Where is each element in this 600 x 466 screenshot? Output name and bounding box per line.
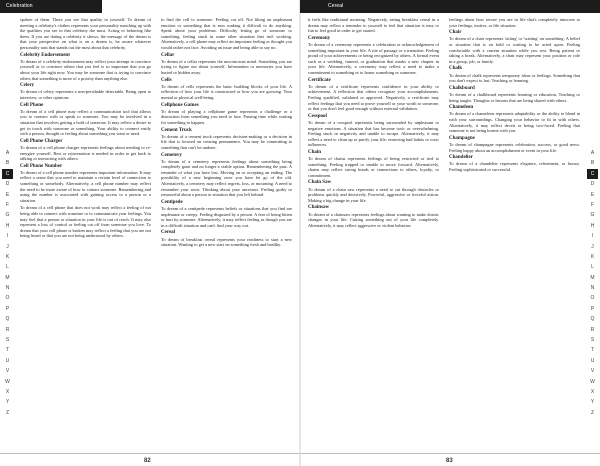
entry-term: Champagne	[449, 135, 475, 141]
dictionary-entry	[308, 150, 439, 179]
dictionary-entry	[308, 17, 439, 34]
entry-definition: To dream of a cellar represents the unconscious mind. Something you are trying to figure out about yourself. Information or memories you have buried or hidden away.	[161, 58, 292, 75]
header-title: Cereal	[328, 3, 344, 9]
entry-definition: to find the cell to someone. Feeling cut off. Not liking an unpleasant emotion or something that is now making it difficult to do anything. Speak about your problems. Difficulty letting go of someone or something, feeling stuck in some other situation that isn't working. Alternatively, a cell phone may reflect an important feeling or thought you would rather not face. Avoiding an issue and being able to say no.	[161, 17, 292, 50]
tab-letter-j[interactable]: J	[591, 243, 594, 250]
tab-letter-x[interactable]: X	[590, 388, 595, 395]
tab-letter-u[interactable]: U	[590, 357, 595, 364]
running-header	[0, 0, 102, 13]
tab-letter-r[interactable]: R	[5, 326, 10, 333]
dictionary-entry	[308, 205, 439, 228]
entry-term: Cell Phone Number	[20, 163, 63, 169]
entry-definition: To dream of champagne represents celebration, success, or good news. Feeling happy about an accomplishment or event in your life.	[449, 141, 580, 153]
tab-letter-j[interactable]: J	[6, 243, 9, 250]
entry-definition: it feels like traditional morning. Negatively, eating breakfast cereal in a dream may reflect a reminder to yourself to feel that situation is easy or fun to feel good in order to get started.	[308, 17, 439, 34]
entry-term: Cereal	[161, 230, 176, 236]
alphabet-tabs	[587, 148, 598, 418]
tab-letter-l[interactable]: L	[591, 264, 594, 271]
dictionary-entry	[449, 86, 580, 103]
entry-term: Chameleon	[449, 105, 474, 111]
entry-term: Cemetery	[161, 152, 182, 158]
tab-letter-a[interactable]: A	[5, 150, 10, 156]
entry-definition: To dream of a cell phone that does not work may reflect a feeling of not being able to connect with someone or to communicate your feelings. You may feel that a person or situation in your life is out of reach. It may also represent a loss of control or feeling cut off from someone you love. To dream that your cell phone is broken may reflect a feeling that you are not being heard or that you are not being understood by others.	[20, 205, 151, 239]
header-title: Celebration	[6, 3, 33, 9]
page-number: 82	[144, 458, 151, 464]
tab-letter-z[interactable]: Z	[5, 409, 10, 416]
entry-definition: To dream of playing a cellphone game represents a challenge or a distraction from something you need to face. Passing time while waiting for something to happen.	[161, 108, 292, 125]
dictionary-entry	[308, 114, 439, 148]
tab-letter-i[interactable]: I	[591, 233, 594, 240]
dictionary-entry	[449, 30, 580, 64]
dictionary-entry	[20, 83, 151, 100]
text-columns	[20, 17, 292, 442]
entry-term: Cell Phone	[20, 102, 44, 108]
tab-letter-h[interactable]: H	[590, 222, 595, 229]
alphabet-tabs	[2, 148, 13, 418]
entry-term: Chain Saw	[308, 180, 332, 186]
entry-definition: spoken of them. There you see that quality in yourself. To dream of meeting a celebrity's clothes represents your personality matching up with the qualities you see in that celebrity the most. Acting or behaving like them. If you are dating a celebrity it shows, the message of the dream is that your perspective on what is on a dream is, be aware whatever personality trait that stands out the most about that celebrity.	[20, 17, 151, 50]
entry-definition: To dream of a chain saw represents a need to cut through obstacles or problems quickly and decisively. Powerful, aggressive or forceful action. Making a big change in your life.	[308, 186, 439, 203]
entry-term: Ceremony	[308, 35, 331, 41]
column-2	[161, 17, 292, 442]
entry-term: Cellphone Games	[161, 102, 199, 108]
dictionary-entry	[161, 200, 292, 229]
tab-letter-c[interactable]: C	[2, 169, 13, 179]
dictionary-entry	[449, 105, 580, 134]
tab-letter-g[interactable]: G	[5, 212, 10, 219]
dictionary-entry	[161, 128, 292, 151]
dictionary-entry	[308, 78, 439, 112]
tab-letter-m[interactable]: M	[590, 274, 595, 281]
entry-definition: To dream of cells represents the basic building blocks of your life. A reflection of how your life is constructed or how you are growing. Your mental or physical well-being.	[161, 83, 292, 100]
column-1	[308, 17, 439, 442]
text-columns	[308, 17, 580, 442]
entry-definition: To dream of a chameleon represents adaptability or the ability to blend in with your surroundings. Changing your behavior to fit in with others. Alternatively, it may reflect deceit or being two-faced. Feeling that someone is not being honest with you.	[449, 111, 580, 134]
entry-term: Certificate	[308, 77, 331, 83]
dictionary-entry	[20, 139, 151, 162]
tab-letter-f[interactable]: F	[590, 201, 595, 208]
dictionary-entry	[20, 205, 151, 239]
entry-definition: To dream of a cell phone charger represents feelings about needing to re-energize yourself. Rest or rejuvenation is needed in order to get back to talking or interacting with others.	[20, 144, 151, 162]
dictionary-entry	[308, 36, 439, 76]
dictionary-entry	[161, 17, 292, 51]
entry-definition: To dream of a cement truck represents decision-making or a decision in life that is focused on creating permanence. You may be committing to something that can't be undone.	[161, 133, 292, 150]
column-1	[20, 17, 151, 442]
entry-definition: To dream of chains represents feelings of being restricted or tied to something. Feeling trapped or unable to move forward. Alternatively, chains may reflect strong bonds or connections to others, loyalty, or commitment.	[308, 156, 439, 178]
tab-letter-h[interactable]: H	[5, 222, 10, 229]
entry-term: Chainsaw	[308, 205, 330, 211]
tab-letter-v[interactable]: V	[5, 368, 10, 375]
tab-letter-f[interactable]: F	[5, 201, 10, 208]
entry-definition: To dream of a cemetery represents feelings about something being completely gone and no longer a viable option. Remembering the past. A reminder of what you have lost. Moving on or accepting an ending. The possibility of a new beginning once you have let go of the old. Alternatively, a cemetery may reflect regrets, loss, or mourning. A need to remember your roots. Thinking about your ancestors. Feeling guilty or remorseful about a person or situation that you left behind.	[161, 158, 292, 198]
dictionary-entry	[20, 17, 151, 51]
entry-term: Cement Truck	[161, 127, 192, 133]
tab-letter-q[interactable]: Q	[5, 316, 10, 323]
dictionary-entry	[20, 164, 151, 204]
tab-letter-r[interactable]: R	[590, 326, 595, 333]
entry-term: Cesspool	[308, 113, 327, 119]
tab-letter-z[interactable]: Z	[590, 409, 595, 416]
entry-definition: To dream of chalk represents temporary ideas or feelings. Something that you don't expect to last. Teaching or learning.	[449, 72, 580, 84]
tab-letter-w[interactable]: W	[5, 378, 10, 385]
tab-letter-d[interactable]: D	[5, 181, 10, 188]
entry-term: Centipede	[161, 199, 183, 205]
tab-letter-p[interactable]: P	[5, 305, 10, 312]
dictionary-entry	[449, 17, 580, 28]
tab-letter-g[interactable]: G	[590, 212, 595, 219]
tab-letter-a[interactable]: A	[590, 150, 595, 156]
tab-letter-i[interactable]: I	[6, 233, 9, 240]
entry-term: Chalk	[449, 66, 463, 72]
tab-letter-u[interactable]: U	[5, 357, 10, 364]
tab-letter-t[interactable]: T	[590, 347, 595, 354]
tab-letter-y[interactable]: Y	[5, 399, 10, 406]
tab-letter-l[interactable]: L	[6, 264, 9, 271]
tab-letter-e[interactable]: E	[5, 191, 10, 198]
tab-letter-o[interactable]: O	[5, 295, 10, 302]
tab-letter-n[interactable]: N	[590, 285, 595, 292]
entry-term: Chalkboard	[449, 85, 475, 91]
entry-definition: To dream of a chainsaw represents feelings about wanting to make drastic changes in your life. Cutting something out of your life completely. Alternatively, it may reflect aggressive or violent behavior.	[308, 211, 439, 228]
dictionary-entry	[20, 103, 151, 137]
tab-letter-t[interactable]: T	[5, 347, 10, 354]
page-number: 83	[446, 458, 453, 464]
entry-term: Cells	[161, 77, 172, 83]
entry-definition: To dream of a cell phone number represents important information. It may reflect a sense that you need to maintain a certain level of connection to something or somebody. Alternatively, a cell phone number may reflect the need to be more aware of how to contact someone. Remembering and using the number is associated with gaining access to a person or a situation.	[20, 169, 151, 203]
right-page	[300, 0, 600, 466]
tab-letter-y[interactable]: Y	[590, 399, 595, 406]
entry-term: Celery	[20, 83, 35, 89]
entry-term: Celebrity Endorsement	[20, 52, 70, 58]
column-2	[449, 17, 580, 442]
tab-letter-m[interactable]: M	[5, 274, 10, 281]
entry-term: Chair	[449, 30, 462, 36]
entry-definition: To dream of a cesspool represents being surrounded by unpleasant or negative emotions. A situation that has become toxic or overwhelming. Feeling stuck in negativity and unable to escape. Alternatively, it may reflect a need to clean up or purify your life, removing bad habits or toxic influences.	[308, 119, 439, 148]
tab-letter-e[interactable]: E	[590, 191, 595, 198]
tab-letter-w[interactable]: W	[590, 378, 595, 385]
tab-letter-b[interactable]: B	[590, 160, 595, 167]
dictionary-entry	[308, 180, 439, 203]
entry-definition: To dream of a cell phone may reflect a communication tool that allows you to connect with or speak to someone. You may be involved in a situation that involves getting a hold of someone. It may reflect a desire to get in touch with someone or something. Your ability to connect easily with a person, thought or feeling about something you want or need.	[20, 108, 151, 137]
entry-definition: To dream of a centipede represents beliefs or situations that you find are unpleasant or creepy. Feeling disgusted by a person. A fear of being bitten or hurt by someone. Alternatively, it may reflect feeling as though you are in a difficult situation and can't find your way out.	[161, 206, 292, 228]
tab-letter-c[interactable]: C	[587, 169, 598, 179]
entry-definition: To dream of a celebrity endorsement may reflect your attempt to convince yourself or to convince others that you feel is so important that you go about your life right now. You may be someone that is trying to convince others that something is more of a priority than anything else.	[20, 58, 151, 81]
entry-definition: To dream of a chair represents 'sitting' or 'waiting' on something. A belief or situation that is on hold or waiting to be acted upon. Feeling comfortable with a current situation while you rest. Being patient or taking a break. Alternatively, a chair may represent your position or role in a group, job, or family.	[449, 36, 580, 64]
tab-letter-p[interactable]: P	[590, 305, 595, 312]
dictionary-entry	[161, 103, 292, 126]
dictionary-entry	[161, 78, 292, 101]
tab-letter-s[interactable]: S	[5, 337, 10, 344]
entry-definition: To dream of a certificate represents confidence in your ability or achievement. A reflection that others recognize your accomplishments. Feeling qualified, validated or approved. Negatively, a certificate may reflect feelings that you need to prove yourself or your worth to someone, or that you don't feel good enough without external validation.	[308, 83, 439, 112]
dictionary-entry	[449, 136, 580, 153]
tab-letter-v[interactable]: V	[590, 368, 595, 375]
entry-definition: To dream of a chalkboard represents learning or education. Teaching or being taught. Thoughts or lessons that are being shared with others.	[449, 91, 580, 103]
tab-letter-x[interactable]: X	[5, 388, 10, 395]
entry-term: Chandelier	[449, 155, 473, 161]
tab-letter-s[interactable]: S	[590, 337, 595, 344]
tab-letter-b[interactable]: B	[5, 160, 10, 167]
entry-definition: To dream of a ceremony represents a celebration or acknowledgement of something important in your life. A rite of passage or a transition. Feeling proud of your achievements or being recognized by others. A formal event such as a wedding, funeral, or graduation that marks a new chapter in your life. Alternatively, a ceremony may reflect a need to make a commitment to something or to honor something or someone.	[308, 41, 439, 75]
dictionary-entry	[449, 66, 580, 83]
tab-letter-o[interactable]: O	[590, 295, 595, 302]
entry-definition: feelings about how secure you are in life that's completely innocent to your feelings, motive, or life situation.	[449, 17, 580, 28]
tab-letter-q[interactable]: Q	[590, 316, 595, 323]
entry-term: Chain	[308, 149, 322, 155]
dictionary-entry	[20, 53, 151, 82]
tab-letter-k[interactable]: K	[5, 253, 10, 260]
running-header	[300, 0, 600, 13]
entry-term: Cell Phone Charger	[20, 138, 63, 144]
entry-definition: To dream of breakfast cereal represents your readiness to start a new situation. Wanting to get a new start on something fresh and healthy.	[161, 236, 292, 248]
dictionary-entry	[161, 153, 292, 198]
entry-term: Cellar	[161, 52, 175, 58]
tab-letter-k[interactable]: K	[590, 253, 595, 260]
dictionary-entry	[161, 53, 292, 76]
dictionary-entry	[161, 230, 292, 247]
entry-definition: To dream of celery represents a non-perishable detectable. Being open to interview, or other opinions.	[20, 89, 151, 100]
tab-letter-d[interactable]: D	[590, 181, 595, 188]
dictionary-entry	[449, 155, 580, 172]
entry-definition: To dream of a chandelier represents elegance, refinement, or luxury. Feeling sophisticated or successful.	[449, 161, 580, 172]
tab-letter-n[interactable]: N	[5, 285, 10, 292]
